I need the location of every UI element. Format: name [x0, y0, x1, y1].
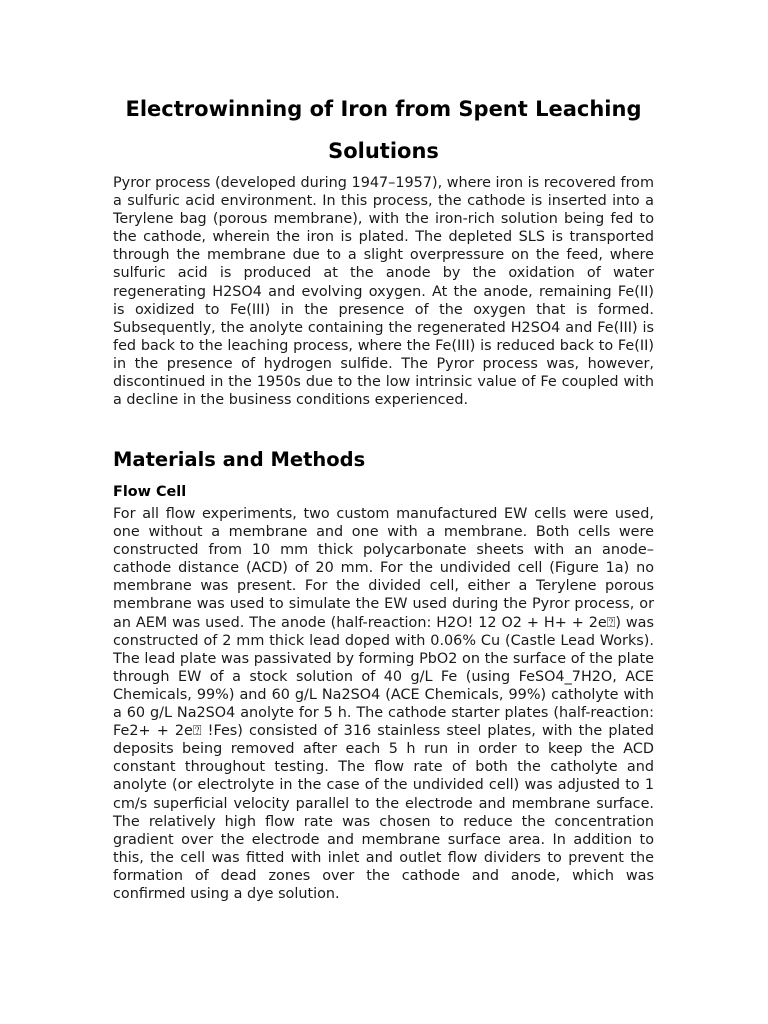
subsection-heading: Flow Cell — [113, 484, 187, 500]
section-heading: Materials and Methods — [113, 448, 366, 471]
flow-cell-paragraph: For all flow experiments, two custom manufactured EW cells were used, one without a membrane and one with a membrane. Both cells were constructed from 10 mm thick polycarbonate sheets with an anode–cathode distance (ACD) of 20 mm. For the undivided cell (Figure 1a) no membrane was present. For the divided cell, either a Terylene porous membrane was used to simulate the EW used during the Pyror process, or an AEM was used. The anode (half-reaction: H2O! 12 O2 + H+ + 2e⍰) was constructed of 2 mm thick lead doped with 0.06% Cu (Castle Lead Works). The lead plate was passivated by forming PbO2 on the surface of the plate through EW of a stock solution of 40 g/L Fe (using FeSO4_7H2O, ACE Chemicals, 99%) and 60 g/L Na2SO4 (ACE Chemicals, 99%) catholyte with a 60 g/L Na2SO4 anolyte for 5 h. The cathode starter plates (half-reaction: Fe2+ + 2e⍰ !Fes) consisted of 316 stainless steel plates, with the plated deposits being removed after each 5 h run in order to keep the ACD constant throughout testing. The flow rate of both the catholyte and anolyte (or electrolyte in the case of the undivided cell) was adjusted to 1 cm/s superficial velocity parallel to the electrode and membrane surface. The relatively high flow rate was chosen to reduce the concentration gradient over the electrode and membrane surface area. In addition to this, the cell was fitted with inlet and outlet flow dividers to prevent the formation of dead zones over the cathode and anode, which was confirmed using a dye solution. — [113, 506, 654, 902]
document-title: Electrowinning of Iron from Spent Leaching Solutions — [125, 97, 642, 163]
intro-paragraph: Pyror process (developed during 1947–1957), where iron is recovered from a sulfuric acid environment. In this process, the cathode is inserted into a Terylene bag (porous membrane), with the iron-rich solution being fed to the cathode, wherein the iron is plated. The depleted SLS is transported through the membrane due to a slight overpressure on the feed, where sulfuric acid is produced at the anode by the oxidation of water regenerating H2SO4 and evolving oxygen. At the anode, remaining Fe(II) is oxidized to Fe(III) in the presence of the oxygen that is formed. Subsequently, the anolyte containing the regenerated H2SO4 and Fe(III) is fed back to the leaching process, where the Fe(III) is reduced back to Fe(II) in the presence of hydrogen sulfide. The Pyror process was, however, discontinued in the 1950s due to the low intrinsic value of Fe coupled with a decline in the business conditions experienced. — [113, 175, 654, 409]
